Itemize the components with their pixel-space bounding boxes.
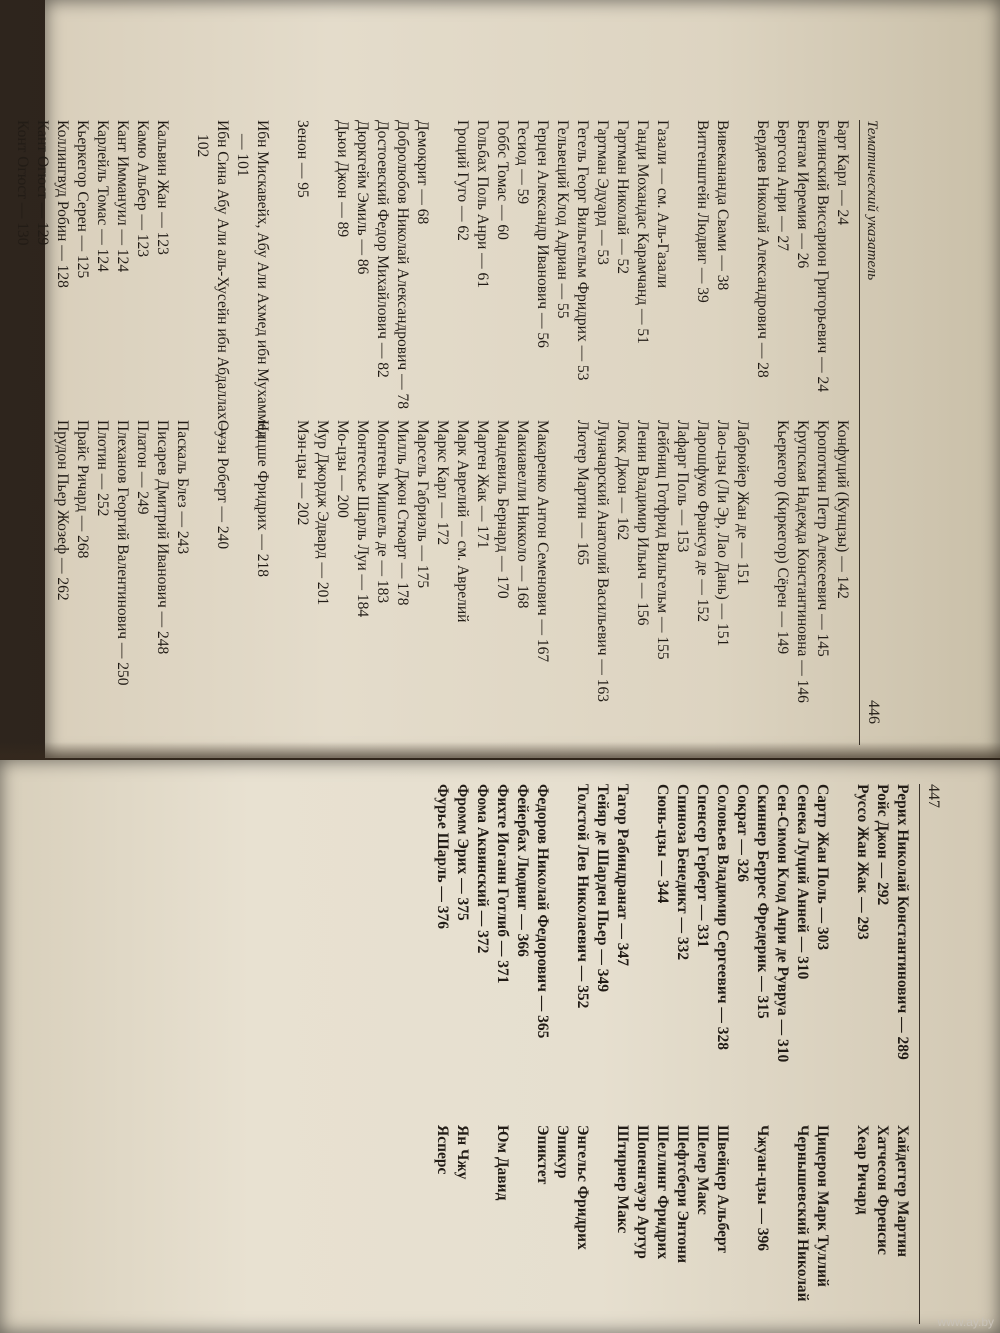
index-entry: Плеханов Георгий Валентинович — 250 (114, 420, 131, 686)
index-entry: Ницше Фридрих — 218 (254, 420, 271, 577)
index-entry: Ибн Сина Абу Али аль-Хусейн ибн Абдаллах — 102 (194, 120, 231, 439)
index-entry: Хеар Ричард (854, 1125, 871, 1215)
index-entry: Швейцер Альберт (714, 1125, 731, 1254)
index-entry: Шеллинг Фридрих (654, 1125, 671, 1260)
index-entry: Платон — 249 (134, 420, 151, 515)
index-entry: Эпикур (554, 1125, 571, 1179)
page-number-left: 446 (865, 700, 882, 724)
index-entry: Ибн Мискавейх, Абу Али Ахмед ибн Мухаммед — 101 (234, 120, 271, 438)
index-column (52, 420, 852, 750)
index-entry: Чжуан-цзы — 396 (754, 1125, 771, 1251)
index-entry: Рерих Николай Константинович — 289 (894, 784, 911, 1060)
index-entry: Ясперс (434, 1125, 451, 1175)
index-entry: Вивекананда Свами — 38 (714, 120, 731, 291)
entry-gap (592, 1125, 612, 1325)
index-entry: Лабрюйер Жан де — 151 (734, 420, 751, 586)
index-entry: Прудон Пьер Жозеф — 262 (54, 420, 71, 601)
entry-gap (472, 1125, 492, 1325)
running-head: Тематический указатель (864, 120, 880, 281)
index-entry: Герцен Александр Иванович — 56 (534, 120, 551, 348)
index-entry: Бергсон Анри — 27 (774, 120, 791, 251)
index-entry: Тагор Рабиндранат — 347 (614, 784, 631, 967)
index-entry: Сократ — 326 (734, 784, 751, 882)
index-entry: Марк Аврелий — см. Аврелий (454, 420, 471, 623)
index-entry: Локк Джон — 162 (614, 420, 631, 541)
index-entry: Ройс Джон — 292 (874, 784, 891, 906)
entry-gap (832, 1125, 852, 1325)
entry-gap (512, 1125, 532, 1325)
entry-gap (832, 784, 852, 1124)
index-entry: Сюнь-цзы — 344 (654, 784, 671, 904)
entry-gap (552, 784, 572, 1124)
entry-gap (672, 120, 692, 450)
index-entry: Гесиод — 59 (514, 120, 531, 205)
index-entry: Соловьев Владимир Сергеевич — 328 (714, 784, 731, 1051)
index-entry: Федоров Николай Федорович — 365 (534, 784, 551, 1039)
index-entry: Фома Аквинский — 372 (474, 784, 491, 954)
index-entry: Паскаль Блез — 243 (174, 420, 191, 555)
index-entry: Демокрит — 68 (414, 120, 431, 225)
index-entry: Фромм Эрих — 375 (454, 784, 471, 921)
index-entry: Мур Джордж Эдвард — 201 (314, 420, 331, 606)
index-column (12, 120, 852, 450)
index-entry: Монтескье Шарль Луи — 184 (354, 420, 371, 618)
index-entry: Ганди Мохандас Карамчанд — 51 (634, 120, 651, 344)
index-entry: Достоевский Федор Михайлович — 82 (374, 120, 391, 378)
index-entry: Скиннер Беррес Фредерик — 315 (754, 784, 771, 1019)
index-entry: Шелер Макс (694, 1125, 711, 1215)
entry-gap (632, 784, 652, 1124)
index-entry: Лао-цзы (Ли Эр, Лао Дань) — 151 (714, 420, 731, 647)
index-entry: Гельвеций Клод Адриан — 55 (554, 120, 571, 319)
index-entry: Марсель Габриэль — 175 (414, 420, 431, 589)
index-entry: Эпиктет (534, 1125, 551, 1185)
index-entry: Лафарг Поль — 153 (674, 420, 691, 553)
entry-gap (552, 420, 572, 750)
entry-gap (172, 120, 192, 450)
index-entry: Лютер Мартин — 165 (574, 420, 591, 566)
entry-gap (772, 1125, 792, 1325)
index-entry: Мандевиль Бернард — 170 (494, 420, 511, 599)
index-entry: Оуэн Роберт — 240 (214, 420, 231, 550)
index-entry: Спенсер Герберт — 331 (694, 784, 711, 948)
index-entry: Крупская Надежда Константиновна — 146 (794, 420, 811, 703)
entry-gap (192, 420, 212, 750)
index-column (432, 784, 912, 1124)
index-entry: Гартман Эдуард — 53 (594, 120, 611, 265)
index-entry: Фейербах Людвиг — 366 (514, 784, 531, 957)
index-entry: Лейбниц Готфрид Вильгельм — 155 (654, 420, 671, 660)
index-entry: Дьюи Джон — 89 (334, 120, 351, 238)
index-entry: Бентам Иеремия — 26 (794, 120, 811, 269)
index-entry: Кант Иммануил — 124 (114, 120, 131, 273)
index-entry: Дюркгейм Эмиль — 86 (354, 120, 371, 275)
index-entry: Мэн-цзы — 202 (294, 420, 311, 526)
right-page (0, 760, 1000, 1333)
index-entry: Газали — см. Аль-Газали (654, 120, 671, 289)
index-entry: Юм Давид (494, 1125, 511, 1201)
index-entry: Чернышевский Николай (794, 1125, 811, 1302)
index-entry: Хатчесон Френсис (874, 1125, 891, 1255)
header-rule (859, 120, 860, 745)
index-entry: Мартен Жак — 171 (474, 420, 491, 549)
index-entry: Добролюбов Николай Александрович — 78 (394, 120, 411, 409)
index-entry: Кант Огюст — 129 (34, 120, 51, 246)
index-entry: Тейяр де Шарден Пьер — 349 (594, 784, 611, 993)
index-entry: Коллингвуд Робин — 128 (54, 120, 71, 288)
index-entry: Зенон — 95 (294, 120, 311, 198)
index-entry: Писарев Дмитрий Иванович — 248 (154, 420, 171, 655)
index-entry: Гегель Георг Вильгельм Фридрих — 53 (574, 120, 591, 381)
index-entry: Бердяев Николай Александрович — 28 (754, 120, 771, 378)
index-entry: Мо-цзы — 200 (334, 420, 351, 518)
index-entry: Барт Карл — 24 (834, 120, 851, 226)
index-entry: Кальвин Жан — 123 (154, 120, 171, 255)
page-number-right: 447 (925, 784, 942, 808)
index-entry: Луначарский Анатолий Васильевич — 163 (594, 420, 611, 702)
left-page (14, 0, 1000, 758)
index-entry: Фихте Иоганн Готлиб — 371 (494, 784, 511, 984)
index-entry: Монтень Мишель де — 183 (374, 420, 391, 604)
index-entry: Фурье Шарль — 376 (434, 784, 451, 930)
index-entry: Гартман Николай — 52 (614, 120, 631, 274)
index-entry: Камю Альбер — 123 (134, 120, 151, 258)
index-entry: Шопенгауэр Артур (634, 1125, 651, 1259)
index-entry: Макиавелли Никколо — 168 (514, 420, 531, 609)
entry-gap (312, 120, 332, 450)
index-entry: Гроций Гуго — 62 (454, 120, 471, 241)
entry-gap (272, 420, 292, 750)
entry-gap (232, 420, 252, 750)
index-entry: Руссо Жан Жак — 293 (854, 784, 871, 940)
index-entry: Белинский Виссарион Григорьевич — 24 (814, 120, 831, 393)
index-entry: Штирнер Макс (614, 1125, 631, 1234)
index-entry: Конфуций (Кунцзы) — 142 (834, 420, 851, 599)
index-entry: Маркс Карл — 172 (434, 420, 451, 546)
index-entry: Гольбах Поль Анри — 61 (474, 120, 491, 289)
watermark: www.ay.by (937, 1315, 994, 1329)
index-entry: Карлейль Томас — 124 (94, 120, 111, 272)
entry-gap (432, 120, 452, 450)
index-entry: Цицерон Марк Туллий (814, 1125, 831, 1287)
index-entry: Макаренко Антон Семенович — 167 (534, 420, 551, 663)
index-entry: Прайс Ричард — 268 (74, 420, 91, 559)
entry-gap (732, 1125, 752, 1325)
index-entry: Витгенштейн Людвиг — 39 (694, 120, 711, 303)
index-entry: Спиноза Бенедикт — 332 (674, 784, 691, 961)
index-entry: Толстой Лев Николаевич — 352 (574, 784, 591, 1009)
entry-gap (732, 120, 752, 450)
index-column-cut (12, 1125, 912, 1325)
entry-gap (272, 120, 292, 450)
index-entry: Кропоткин Петр Алексеевич — 145 (814, 420, 831, 657)
index-entry: Ленин Владимир Ильич — 156 (634, 420, 651, 626)
index-entry: Плотин — 252 (94, 420, 111, 517)
header-rule (919, 784, 920, 1324)
index-entry: Ларошфуко Франсуа де — 152 (694, 420, 711, 623)
index-entry: Энгельс Фридрих (574, 1125, 591, 1250)
index-entry: Сен-Симон Клод Анри де Рувруа — 310 (774, 784, 791, 1063)
index-entry: Кьеркегор (Киркегор) Сёрен — 149 (774, 420, 791, 655)
index-entry: Сенека Луций Анней — 310 (794, 784, 811, 980)
index-entry: Милль Джон Стюарт — 178 (394, 420, 411, 606)
index-entry: Ян Чжу (454, 1125, 471, 1180)
index-entry: Кьеркегор Серен — 125 (74, 120, 91, 279)
index-entry: Гоббс Томас — 60 (494, 120, 511, 240)
entry-gap (752, 420, 772, 750)
index-entry: Хайдеггер Мартин (894, 1125, 911, 1258)
index-entry: Сартр Жан Поль — 303 (814, 784, 831, 951)
index-entry: Шефтсбери Энтони (674, 1125, 691, 1264)
index-entry: Конт Огюст — 130 (14, 120, 31, 246)
